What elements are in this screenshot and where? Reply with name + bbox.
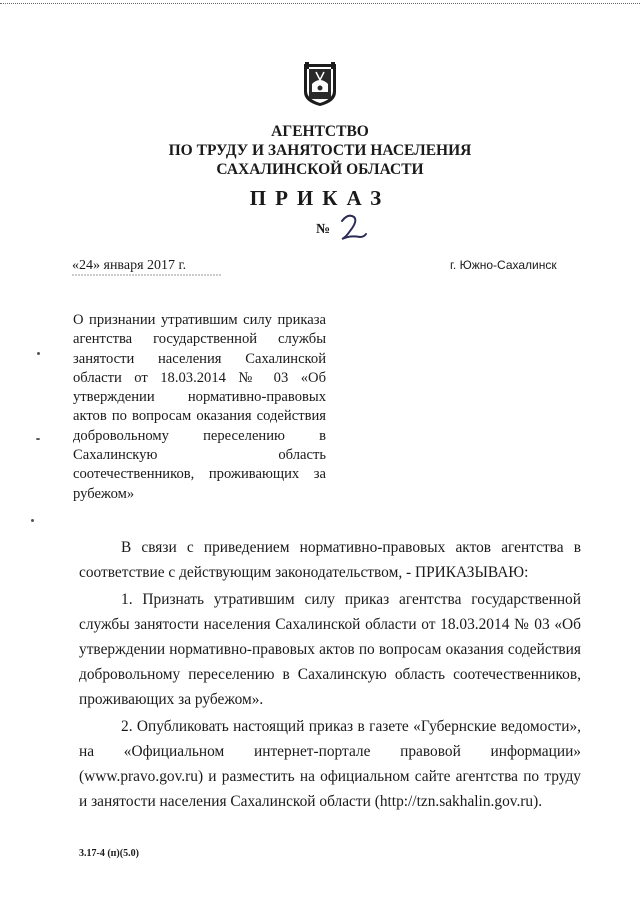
order-item-2: 2. Опубликовать настоящий приказ в газете «Губернские ведомости», на «Официальном интернет-портале правовой информации» (www.pravo.gov.ru) и разместить на официальном сайте агентства по труду и занятости населения Сахалинской области (http://tzn.sakhalin.gov.ru). [79, 718, 581, 810]
order-subject: О признании утратившим силу приказа агентства государственной службы занятости населения Сахалинской области от 18.03.2014 № 03 «Об утверждении нормативно-правовых актов по вопросам оказания содействия добровольному переселению в Сахалинскую область соотечественников, проживающих за рубежом» [73, 312, 326, 502]
scan-top-border [0, 3, 640, 4]
order-number-label: № [316, 222, 331, 237]
order-title: ПРИКАЗ [249, 186, 391, 210]
agency-name-line-2: ПО ТРУДУ И ЗАНЯТОСТИ НАСЕЛЕНИЯ [168, 142, 472, 159]
preamble-paragraph: В связи с приведением нормативно-правовых актов агентства в соответствие с действующим законодательством, - ПРИКАЗЫВАЮ: [79, 539, 581, 581]
order-date: «24» января 2017 г. [72, 258, 187, 273]
coat-of-arms-icon [302, 62, 338, 108]
scan-speck [36, 438, 40, 440]
scan-speck [31, 519, 34, 522]
document-code: 3.17-4 (п)(5.0) [79, 848, 139, 859]
handwritten-number [336, 211, 370, 241]
order-city: г. Южно-Сахалинск [450, 258, 557, 272]
scan-speck [37, 352, 40, 355]
agency-name-line-1: АГЕНТСТВО [271, 123, 369, 140]
order-item-1: 1. Признать утратившим силу приказ агентства государственной службы занятости населения Сахалинской области от 18.03.2014 № 03 «Об утверждении нормативно-правовых актов по вопросам оказания содействия добровольному переселению в Сахалинскую область соотечественников, проживающих за рубежом». [79, 591, 581, 708]
agency-name-line-3: САХАЛИНСКОЙ ОБЛАСТИ [216, 161, 424, 178]
